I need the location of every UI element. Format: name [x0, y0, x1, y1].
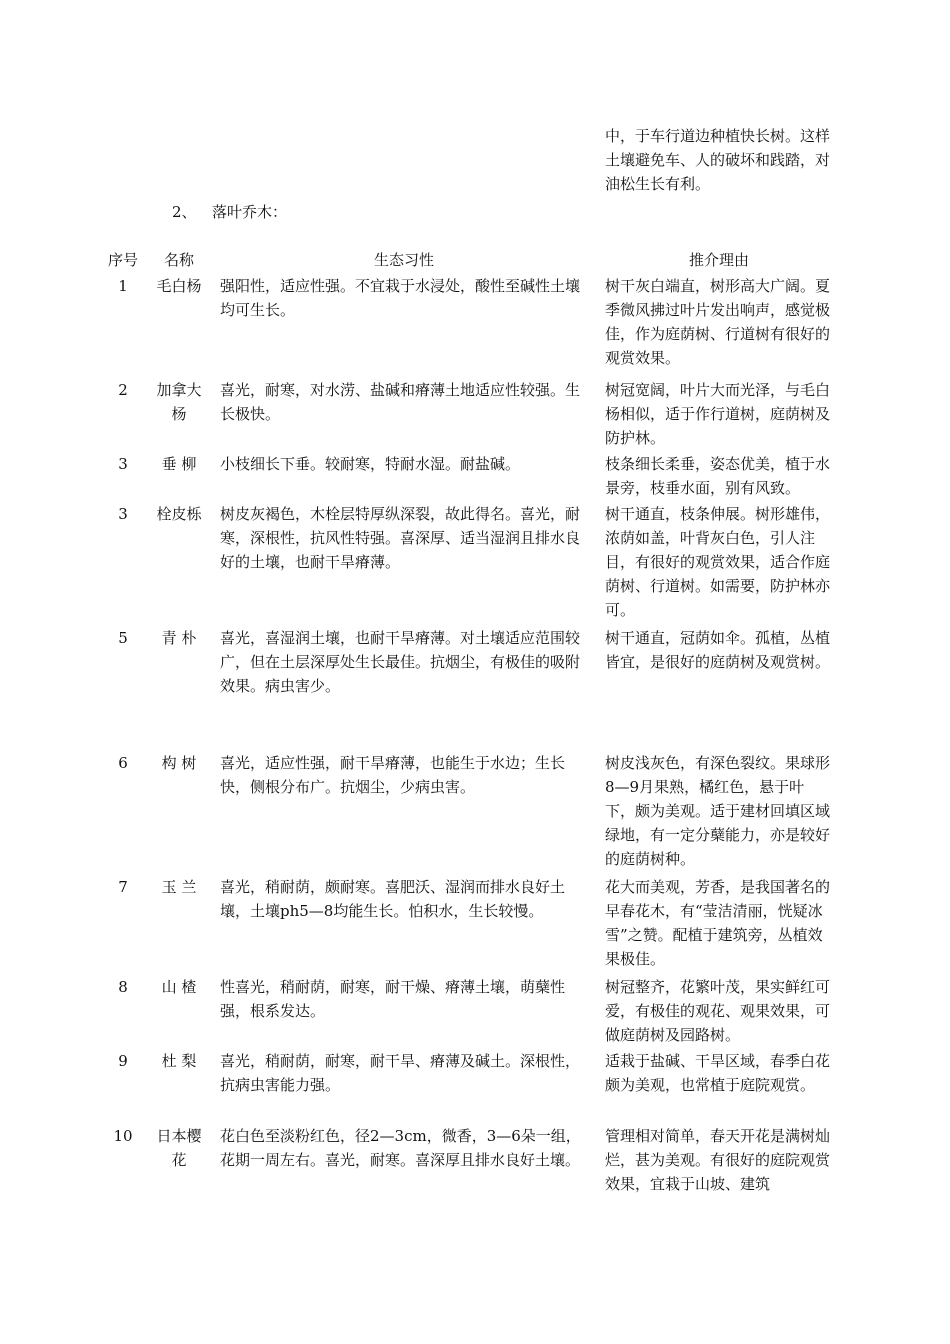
row-index: 7 [118, 878, 128, 896]
row-habit: 喜光，喜湿润土壤，也耐干旱瘠薄。对土壤适应范围较广，但在土层深厚处生长最佳。抗烟尘，有极佳的吸附效果。病虫害少。 [220, 629, 581, 695]
row-index: 1 [118, 277, 128, 295]
row-index: 2 [118, 381, 128, 399]
carryover-text: 中，于车行道边种植快长树。这样土壤避免车、人的破坏和践踏，对油松生长有利。 [605, 127, 831, 193]
header-reason: 推介理由 [688, 251, 749, 269]
row-reason: 树干通直，冠荫如伞。孤植，丛植皆宜，是很好的庭荫树及观赏树。 [605, 629, 831, 671]
row-index: 10 [113, 1127, 133, 1145]
row-name: 青 朴 [161, 629, 197, 647]
row-index: 6 [118, 754, 128, 772]
row-name: 玉 兰 [161, 878, 197, 896]
row-name: 日本樱花 [156, 1127, 202, 1169]
row-name: 山 楂 [161, 978, 197, 996]
row-index: 3 [118, 505, 128, 523]
header-name: 名称 [163, 251, 194, 269]
row-habit: 喜光，稍耐荫，耐寒，耐干旱、瘠薄及碱土。深根性，抗病虫害能力强。 [220, 1052, 581, 1094]
row-habit: 花白色至淡粉红色，径2—3cm，微香，3—6朵一组，花期一周左右。喜光，耐寒。喜深厚且排水良好土壤。 [220, 1127, 581, 1169]
row-habit: 树皮灰褐色，木栓层特厚纵深裂，故此得名。喜光，耐寒，深根性，抗风性特强。喜深厚、适当湿润且排水良好的土壤，也耐干旱瘠薄。 [220, 505, 581, 571]
row-reason: 树冠整齐，花繁叶茂，果实鲜红可爱，有极佳的观花、观果效果，可做庭荫树及园路树。 [605, 978, 831, 1044]
row-name: 构 树 [161, 754, 197, 772]
row-habit: 强阳性，适应性强。不宜栽于水浸处，酸性至碱性土壤均可生长。 [220, 277, 581, 319]
section-heading [172, 200, 287, 224]
row-reason: 树冠宽阔，叶片大而光泽，与毛白杨相似，适于作行道树，庭荫树及防护林。 [605, 381, 831, 447]
row-reason: 管理相对简单，春天开花是满树灿烂，甚为美观。有很好的庭院观赏效果，宜栽于山坡、建筑 [605, 1127, 831, 1193]
row-habit: 喜光，适应性强，耐干旱瘠薄，也能生于水边；生长快，侧根分布广。抗烟尘，少病虫害。 [220, 754, 566, 796]
row-index: 9 [118, 1052, 128, 1070]
row-reason: 树皮浅灰色，有深色裂纹。果球形8—9月果熟，橘红色，悬于叶下，颇为美观。适于建材回填区域绿地，有一定分蘖能力，亦是较好的庭荫树种。 [605, 754, 831, 868]
header-index: 序号 [107, 251, 138, 269]
row-habit: 小枝细长下垂。较耐寒，特耐水湿。耐盐碱。 [220, 455, 521, 473]
row-index: 5 [118, 629, 128, 647]
header-habit: 生态习性 [373, 251, 434, 269]
section-title: 落叶乔木： [212, 203, 288, 221]
row-name: 杜 梨 [161, 1052, 197, 1070]
row-index: 8 [118, 978, 128, 996]
row-reason: 枝条细长柔垂，姿态优美，植于水景旁，枝垂水面，别有风致。 [605, 455, 831, 497]
row-habit: 喜光，耐寒，对水涝、盐碱和瘠薄土地适应性较强。生长极快。 [220, 381, 581, 423]
row-index: 3 [118, 455, 128, 473]
row-name: 加拿大杨 [156, 381, 202, 423]
row-reason: 树干通直，枝条伸展。树形雄伟，浓荫如盖，叶背灰白色，引人注目，有很好的观赏效果，适合作庭荫树、行道树。如需要，防护林亦可。 [605, 505, 831, 619]
row-habit: 性喜光，稍耐荫，耐寒，耐干燥、瘠薄土壤，萌蘖性强，根系发达。 [220, 978, 566, 1020]
row-reason: 花大而美观，芳香，是我国著名的早春花木，有“莹洁清丽，恍疑冰雪”之赞。配植于建筑旁，丛植效果极佳。 [605, 878, 831, 968]
row-reason: 适栽于盐碱、干旱区域，春季白花颇为美观，也常植于庭院观赏。 [605, 1052, 831, 1094]
row-name: 垂 柳 [161, 455, 197, 473]
row-reason: 树干灰白端直，树形高大广阔。夏季微风拂过叶片发出响声，感觉极佳，作为庭荫树、行道树有很好的观赏效果。 [605, 277, 831, 367]
row-name: 栓皮栎 [156, 505, 202, 523]
row-name: 毛白杨 [156, 277, 202, 295]
section-number: 2、 [172, 203, 197, 221]
row-habit: 喜光，稍耐荫，颇耐寒。喜肥沃、湿润而排水良好土壤，土壤ph5—8均能生长。怕积水，生长较慢。 [220, 878, 566, 920]
